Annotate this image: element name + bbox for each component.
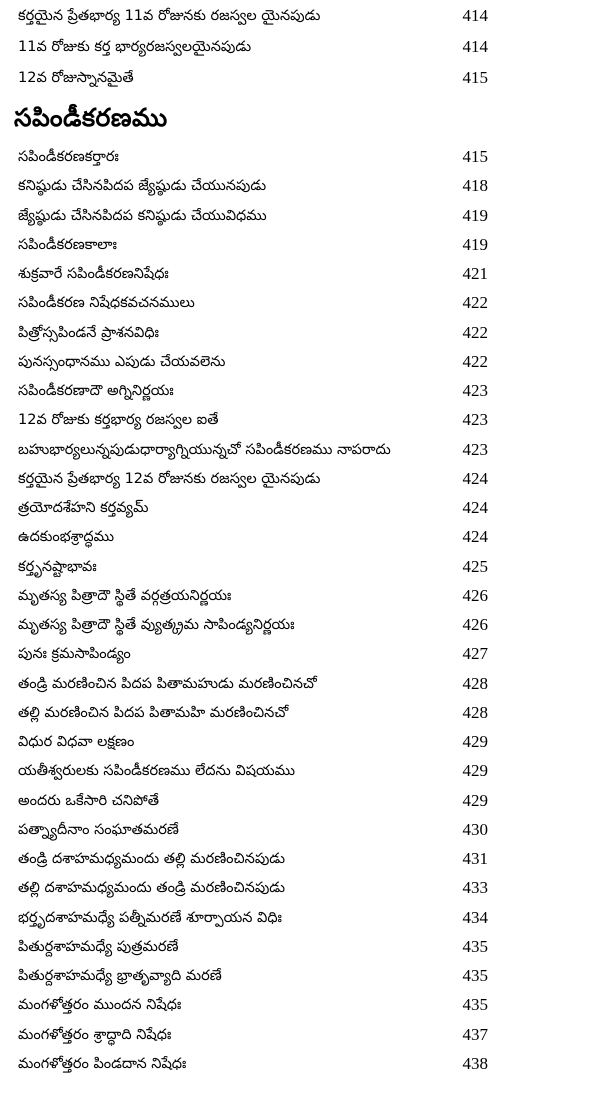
entry-title: పునస్సంధానము ఎపుడు చేయవలెను — [18, 354, 226, 370]
toc-entry-top-2 — [18, 34, 488, 60]
entry-title: పితుర్దశాహమధ్యే భ్రాతృవ్యాది మరణే — [18, 968, 222, 984]
toc-entry-section-14 — [18, 524, 488, 550]
toc-entry-section-16 — [18, 583, 488, 609]
entry-title: పునః క్రమసాపిండ్యం — [18, 646, 131, 662]
entry-page-number: 434 — [462, 908, 488, 927]
entry-title: మంగళోత్తరం పిండదాన నిషేధః — [18, 1056, 187, 1072]
entry-page-number: 414 — [462, 6, 488, 25]
entry-page-number: 423 — [462, 410, 488, 429]
toc-entry-section-25 — [18, 846, 488, 872]
toc-entry-section-28 — [18, 934, 488, 960]
toc-entry-section-24 — [18, 817, 488, 843]
toc-entry-section-12 — [18, 466, 488, 492]
entry-page-number: 431 — [462, 849, 488, 868]
entry-title: పిత్రోస్సపిండనే ప్రాశనవిధిః — [18, 325, 159, 341]
entry-page-number: 424 — [462, 498, 488, 517]
toc-entry-section-19 — [18, 671, 488, 697]
entry-title: సపిండీకరణకర్తారః — [18, 149, 119, 165]
toc-entry-section-6 — [18, 290, 488, 316]
toc-entry-section-8 — [18, 349, 488, 375]
toc-entry-section-15 — [18, 554, 488, 580]
entry-page-number: 429 — [462, 791, 488, 810]
entry-page-number: 415 — [462, 68, 488, 87]
entry-page-number: 435 — [462, 995, 488, 1014]
entry-title: భర్తృదశాహమధ్యే పత్నీమరణే శూర్పాయన విధిః — [18, 910, 282, 926]
toc-entry-section-27 — [18, 905, 488, 931]
entry-title: కర్తయైన ప్రేతభార్య 11వ రోజునకు రజస్వల యైనపుడు — [18, 8, 321, 24]
entry-page-number: 427 — [462, 644, 488, 663]
entry-page-number: 430 — [462, 820, 488, 839]
entry-page-number: 438 — [462, 1054, 488, 1073]
entry-title: మంగళోత్తరం ముందన నిషేధః — [18, 997, 182, 1013]
entry-page-number: 429 — [462, 761, 488, 780]
entry-page-number: 419 — [462, 235, 488, 254]
entry-page-number: 426 — [462, 586, 488, 605]
toc-entry-section-7 — [18, 320, 488, 346]
entry-title: సపిండీకరణ నిషేధకవచనములు — [18, 295, 195, 311]
entry-title: యతీశ్వరులకు సపిండీకరణము లేదను విషయము — [18, 763, 296, 779]
entry-page-number: 425 — [462, 557, 488, 576]
entry-page-number: 437 — [462, 1025, 488, 1044]
toc-entry-section-3 — [18, 203, 488, 229]
toc-entry-section-10 — [18, 407, 488, 433]
entry-title: తల్లి మరణించిన పిదప పితామహి మరణించినచో — [18, 705, 289, 721]
entry-page-number: 422 — [462, 352, 488, 371]
entry-page-number: 423 — [462, 440, 488, 459]
entry-title: విధుర విధవా లక్షణం — [18, 734, 135, 750]
toc-entry-section-18 — [18, 641, 488, 667]
entry-page-number: 433 — [462, 878, 488, 897]
toc-entry-section-2 — [18, 173, 488, 199]
toc-entry-top-3 — [18, 65, 488, 91]
entry-title: తల్లి దశాహమధ్యమందు తండ్రి మరణించినపుడు — [18, 880, 286, 896]
entry-page-number: 414 — [462, 37, 488, 56]
entry-title: సపిండీకరణకాలాః — [18, 237, 117, 253]
entry-title: జ్యేష్ఠుడు చేసినపిదప కనిష్ఠుడు చేయువిధము — [18, 208, 267, 224]
toc-entry-section-30 — [18, 992, 488, 1018]
toc-entry-section-21 — [18, 729, 488, 755]
entry-title: 12వ రోజుస్నానమైతే — [18, 70, 134, 86]
entry-title: తండ్రి దశాహమధ్యమందు తల్లి మరణించినపుడు — [18, 851, 286, 867]
entry-page-number: 415 — [462, 147, 488, 166]
toc-entry-section-23 — [18, 788, 488, 814]
entry-title: సపిండీకరణాదౌ అగ్నినిర్ణయః — [18, 383, 174, 399]
entry-page-number: 428 — [462, 674, 488, 693]
toc-entry-section-11 — [18, 437, 488, 463]
entry-page-number: 422 — [462, 323, 488, 342]
section-heading: సపిండీకరణము — [14, 103, 168, 132]
entry-title: కనిష్ఠుడు చేసినపిదప జ్యేష్ఠుడు చేయునపుడు — [18, 178, 267, 194]
entry-title: తండ్రి మరణించిన పిదప పితామహుడు మరణించినచో — [18, 676, 317, 692]
entry-page-number: 424 — [462, 469, 488, 488]
entry-title: 11వ రోజుకు కర్త భార్యరజస్వలయైనపుడు — [18, 39, 252, 55]
toc-entry-section-20 — [18, 700, 488, 726]
toc-entry-section-5 — [18, 261, 488, 287]
entry-page-number: 421 — [462, 264, 488, 283]
toc-entry-section-26 — [18, 875, 488, 901]
entry-page-number: 422 — [462, 293, 488, 312]
toc-entry-section-9 — [18, 378, 488, 404]
toc-entry-section-1 — [18, 144, 488, 170]
entry-title: పత్న్యాదీనాం సంఘాతమరణే — [18, 822, 179, 838]
entry-title: కర్తయైన ప్రేతభార్య 12వ రోజునకు రజస్వల యైనపుడు — [18, 471, 321, 487]
entry-page-number: 423 — [462, 381, 488, 400]
entry-title: ఉదకుంభశ్రాద్ధము — [18, 529, 115, 545]
toc-entry-section-32 — [18, 1051, 488, 1077]
entry-title: త్రయోదశేహని కర్తవ్యమ్ — [18, 500, 149, 516]
entry-page-number: 429 — [462, 732, 488, 751]
entry-title: శుక్రవారే సపిండీకరణనిషేధః — [18, 266, 169, 282]
toc-entry-section-13 — [18, 495, 488, 521]
entry-page-number: 435 — [462, 966, 488, 985]
entry-page-number: 424 — [462, 527, 488, 546]
entry-title: మంగళోత్తరం శ్రాద్ధాది నిషేధః — [18, 1027, 172, 1043]
toc-entry-section-29 — [18, 963, 488, 989]
toc-entry-section-4 — [18, 232, 488, 258]
entry-title: పితుర్దశాహమధ్యే పుత్రమరణే — [18, 939, 179, 955]
entry-page-number: 418 — [462, 176, 488, 195]
entry-page-number: 435 — [462, 937, 488, 956]
entry-title: బహుభార్యలున్నపుడుధార్యాగ్నియున్నచో సపిండీకరణము నాపరాదు — [18, 442, 391, 458]
entry-title: కర్తృనష్టాభావః — [18, 559, 97, 575]
entry-title: 12వ రోజుకు కర్తభార్య రజస్వల ఐతే — [18, 412, 219, 428]
entry-page-number: 419 — [462, 206, 488, 225]
entry-page-number: 426 — [462, 615, 488, 634]
entry-title: మృతస్య పిత్రాదౌ స్థితే వర్గత్రయనిర్ణయః — [18, 588, 232, 604]
entry-title: మృతస్య పిత్రాదౌ స్థితే వ్యుత్క్రమ సాపిండ్యనిర్ణయః — [18, 617, 295, 633]
toc-entry-section-31 — [18, 1022, 488, 1048]
entry-page-number: 428 — [462, 703, 488, 722]
toc-entry-section-22 — [18, 758, 488, 784]
entry-title: అందరు ఒకేసారి చనిపోతే — [18, 793, 159, 809]
toc-entry-section-17 — [18, 612, 488, 638]
toc-entry-top-1 — [18, 3, 488, 29]
